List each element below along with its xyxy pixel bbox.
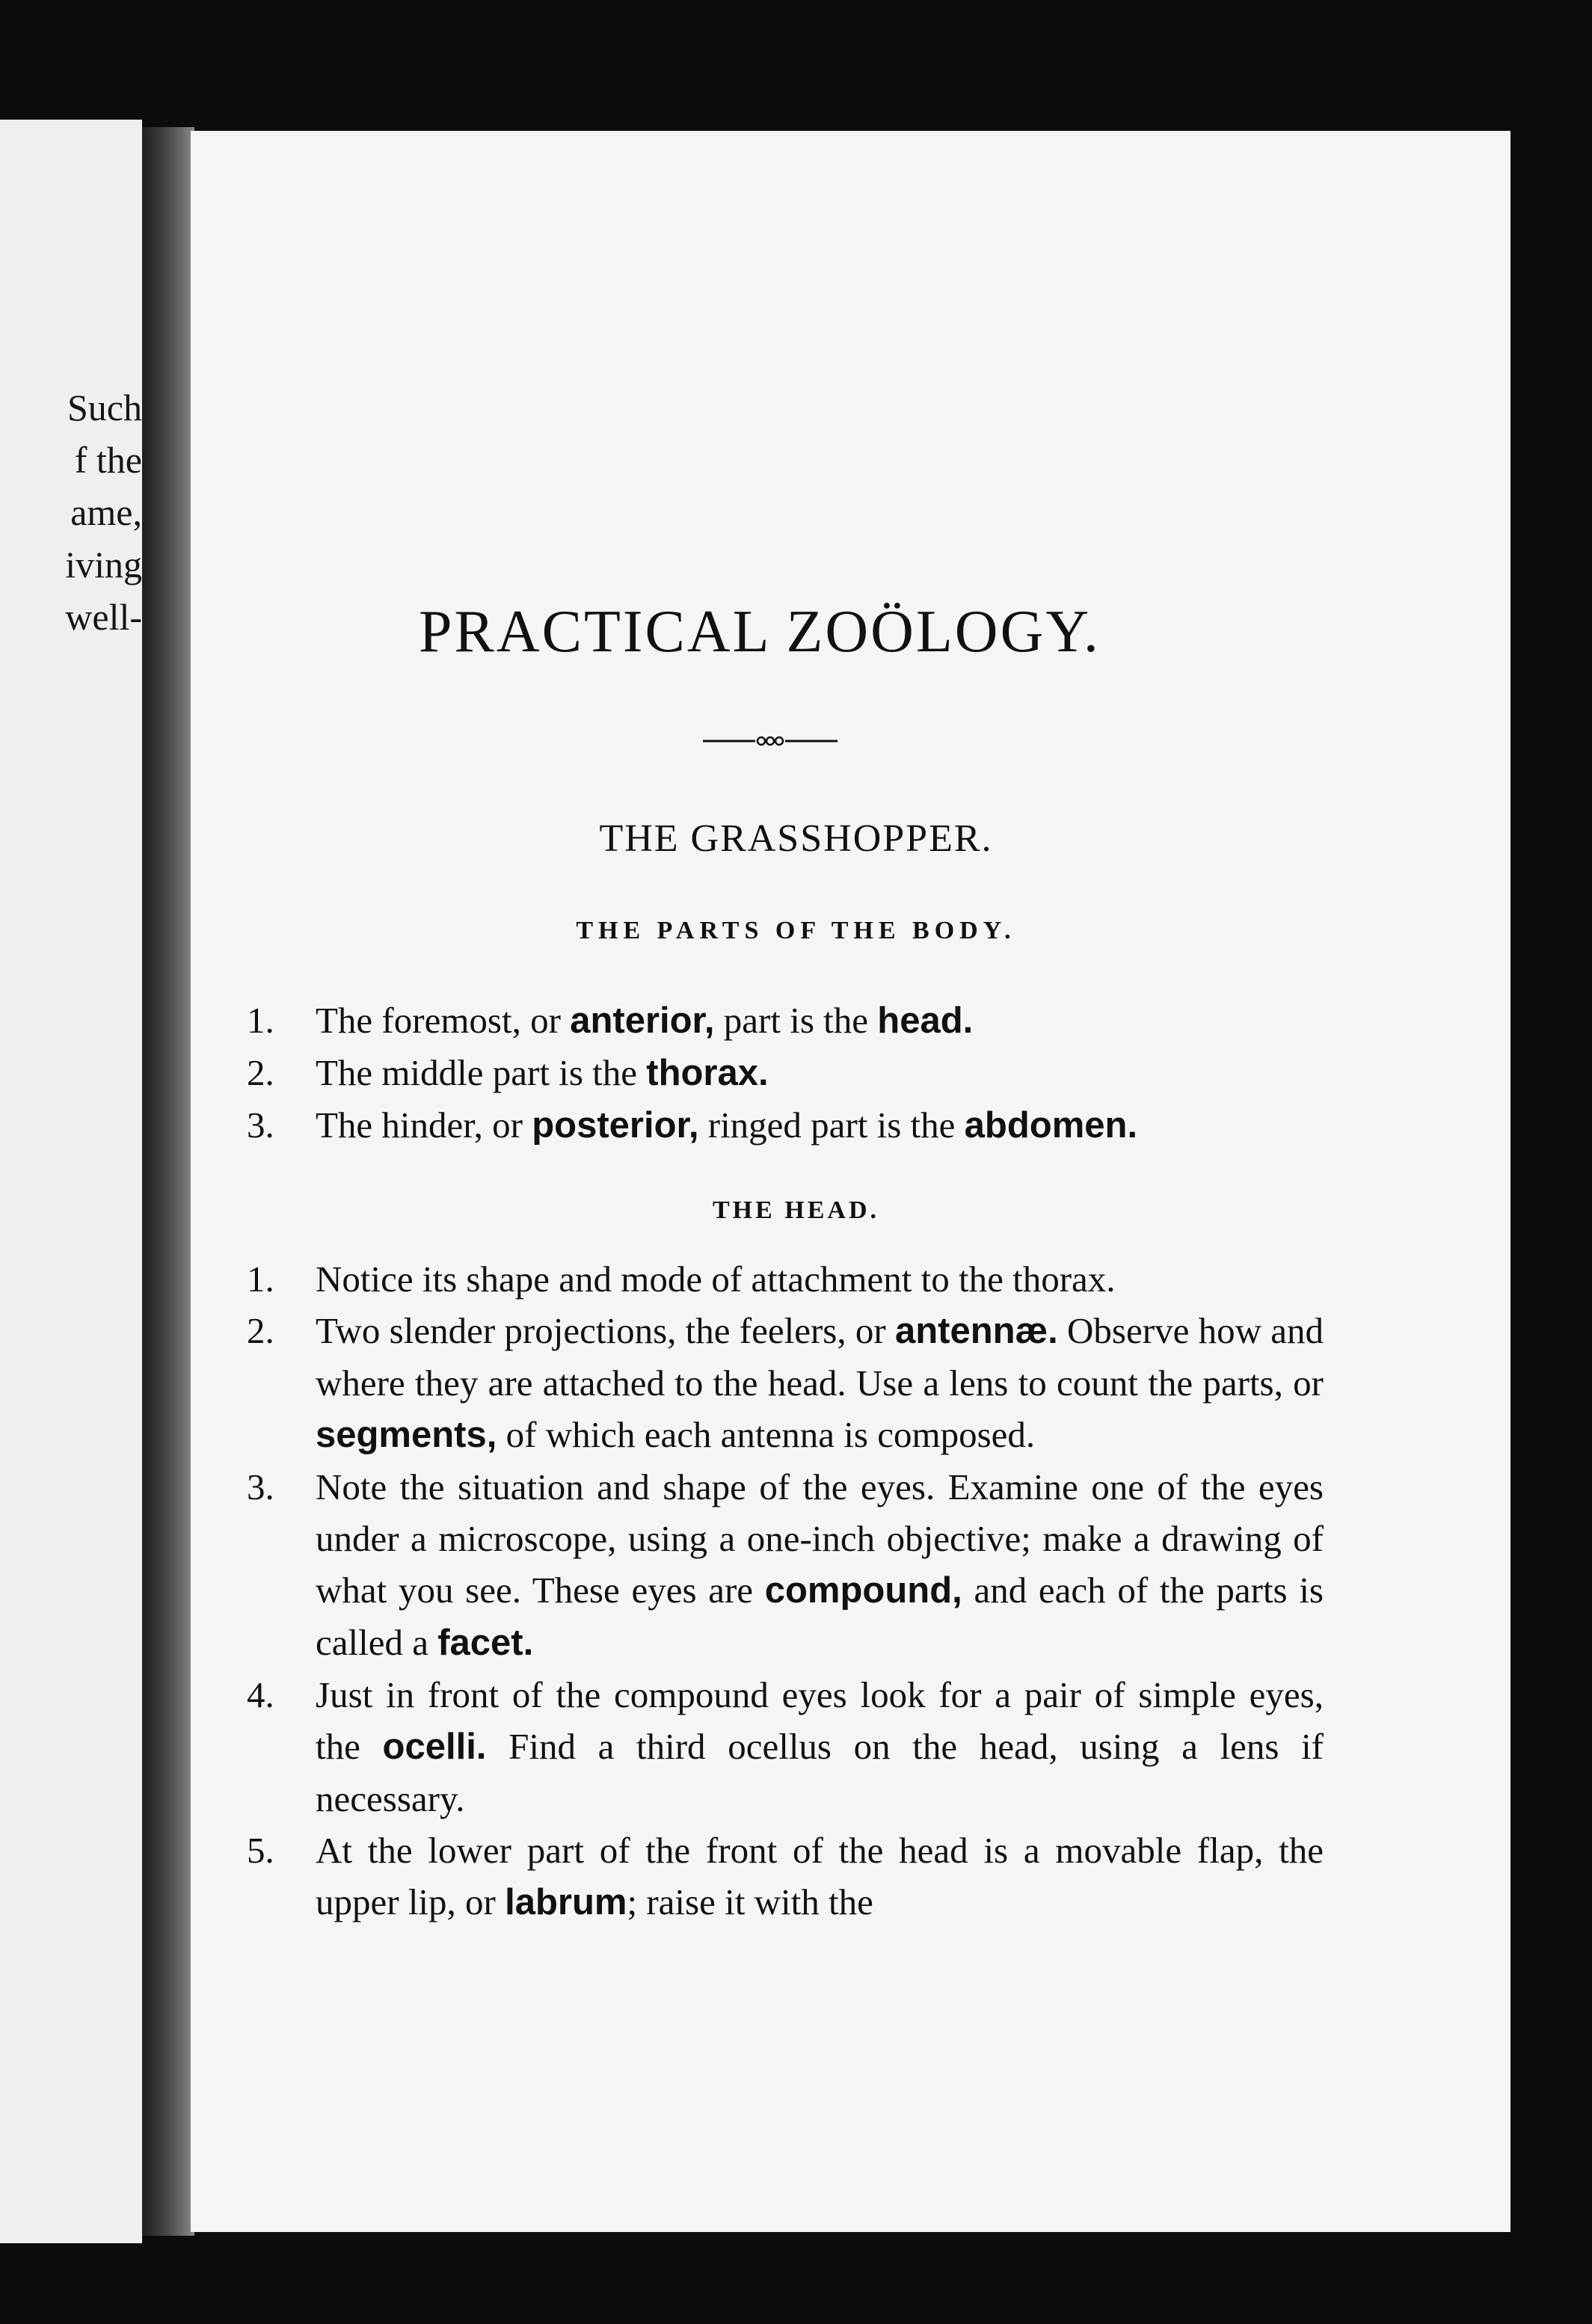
- left-page-line: ame,: [70, 491, 142, 533]
- left-page-line: f the: [74, 439, 142, 481]
- term: posterior,: [532, 1105, 699, 1146]
- item-number: 1.: [247, 1000, 274, 1041]
- term: compound,: [764, 1570, 962, 1611]
- item-number: 2.: [247, 1310, 274, 1351]
- list-item: [247, 1099, 1324, 1152]
- term: anterior,: [570, 1000, 715, 1041]
- parts-list: [247, 995, 1324, 1152]
- list-item: [247, 995, 1324, 1047]
- item-number: 4.: [247, 1674, 274, 1715]
- item-number: 2.: [247, 1052, 274, 1093]
- head-list: [247, 1253, 1324, 1928]
- left-page-line: well-: [65, 596, 142, 638]
- term: ocelli.: [382, 1727, 487, 1767]
- term: facet.: [437, 1623, 534, 1663]
- section-heading-parts: THE PARTS OF THE BODY.: [576, 917, 1016, 944]
- ornament-divider: [703, 730, 838, 752]
- item-number: 1.: [247, 1258, 274, 1300]
- item-text: Notice its shape and mode of attachment to the thorax.: [316, 1258, 1116, 1300]
- list-item: [247, 1669, 1324, 1825]
- left-page-line: iving: [65, 544, 142, 585]
- book-gutter: [142, 127, 194, 2236]
- term: antennæ.: [894, 1311, 1058, 1351]
- list-item: [247, 1825, 1324, 1928]
- section-heading-head: THE HEAD.: [712, 1196, 880, 1224]
- list-item: [247, 1253, 1324, 1305]
- list-item: [247, 1305, 1324, 1461]
- term: thorax.: [646, 1053, 769, 1093]
- item-text: The hinder, or posterior, ringed part is the abdomen.: [316, 1104, 1138, 1146]
- left-page-line: Such: [67, 387, 142, 428]
- item-text: The foremost, or anterior, part is the head.: [316, 1000, 974, 1041]
- term: segments,: [316, 1415, 497, 1455]
- item-text: At the lower part of the front of the head is a movable flap, the upper lip, or labrum; raise it with the: [316, 1830, 1324, 1922]
- item-number: 5.: [247, 1830, 274, 1871]
- item-text: Just in front of the compound eyes look for a pair of simple eyes, the ocelli. Find a third ocellus on the head, using a lens if necessary.: [316, 1674, 1324, 1819]
- item-number: 3.: [247, 1466, 274, 1507]
- page-title: PRACTICAL ZOÖLOGY.: [419, 599, 1101, 665]
- list-item: [247, 1047, 1324, 1099]
- left-page-fragment: [0, 120, 142, 2243]
- item-number: 3.: [247, 1104, 274, 1146]
- item-text: Note the situation and shape of the eyes. Examine one of the eyes under a microscope, using a one-inch objective; make a drawing of what you see. These eyes are compound, and each of the parts is called a facet.: [316, 1466, 1324, 1663]
- term: labrum: [505, 1882, 627, 1922]
- item-text: The middle part is the thorax.: [316, 1052, 769, 1093]
- item-text: Two slender projections, the feelers, or antennæ. Observe how and where they are attached to the head. Use a lens to count the parts, or segments, of which each antenna is composed.: [316, 1310, 1324, 1455]
- chapter-heading: THE GRASSHOPPER.: [599, 817, 993, 860]
- term: head.: [877, 1000, 974, 1041]
- list-item: [247, 1461, 1324, 1669]
- term: abdomen.: [964, 1105, 1138, 1146]
